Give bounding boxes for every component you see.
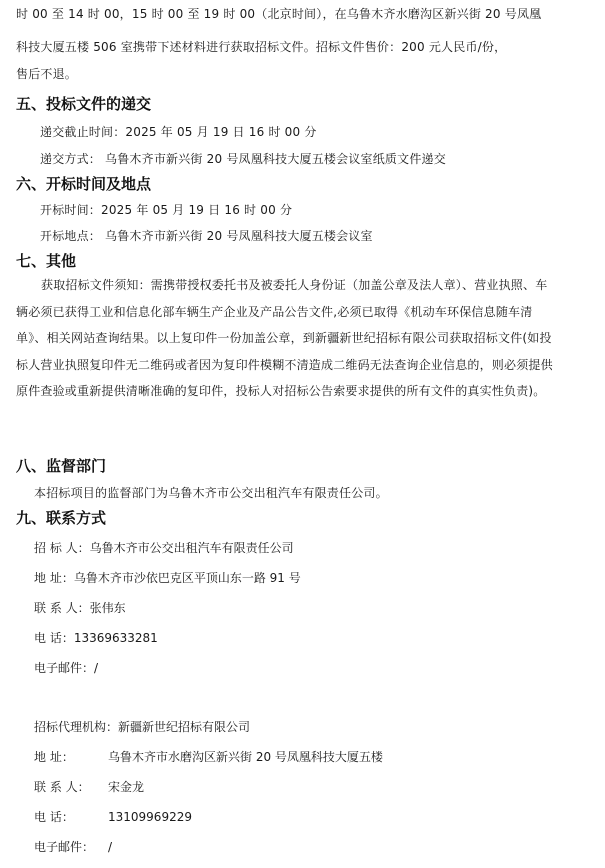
contact-value: 乌鲁木齐市公交出租汽车有限责任公司	[89, 541, 294, 555]
contact-label: 招标代理机构：	[34, 720, 119, 734]
opening-place: 开标地点： 乌鲁木齐市新兴街 20 号凤凰科技大厦五楼会议室	[40, 229, 373, 243]
agency-phone-row	[34, 810, 192, 824]
contact-value: 张伟东	[89, 601, 126, 615]
tenderer-contact-person-row	[34, 601, 126, 615]
contact-label: 联 系 人：	[34, 601, 90, 615]
section-heading-7: 七、其他	[16, 252, 77, 270]
contact-label: 电子邮件：	[34, 661, 95, 675]
section-heading-9: 九、联系方式	[16, 509, 107, 527]
intro-line: 售后不退。	[16, 67, 78, 81]
agency-name-row	[34, 720, 250, 734]
contact-label: 联 系 人：	[34, 780, 90, 794]
contact-value: /	[94, 661, 99, 675]
section-heading-8: 八、监督部门	[16, 457, 107, 475]
other-notice-paragraph: 获取招标文件须知：需携带授权委托书及被委托人身份证（加盖公章及法人章）、营业执照、车辆必须已获得工业和信息化部车辆生产企业及产品公告文件,必须已取得《机动车环保信息随车清单》、相关网站查询结果。以上复印件一份加盖公章，到新疆新世纪招标有限公司获取招标文件(如投标人营业执照复印件无二维码或者因为复印件模糊不清造成二维码无法查询企业信息的，则必须提供原件查验或重新提供清晰准确的复印件，投标人对招标公告索要求提供的所有文件的真实性负责)。	[16, 278, 553, 398]
agency-address-row	[34, 750, 383, 764]
agency-contact-person-row	[34, 780, 144, 794]
contact-value: 乌鲁木齐市水磨沟区新兴街 20 号凤凰科技大厦五楼	[108, 750, 383, 764]
contact-value: 乌鲁木齐市沙依巴克区平顶山东一路 91 号	[73, 571, 301, 585]
intro-line: 科技大厦五楼 506 室携带下述材料进行获取招标文件。招标文件售价：200 元人民币/份，	[16, 40, 507, 54]
tenderer-email-row	[34, 661, 98, 675]
supervision-text: 本招标项目的监督部门为乌鲁木齐市公交出租汽车有限责任公司。	[34, 486, 388, 500]
tenderer-name-row	[34, 541, 294, 555]
contact-value: 13109969229	[108, 810, 192, 824]
section-heading-5: 五、投标文件的递交	[16, 95, 152, 113]
contact-value: /	[108, 840, 113, 854]
submission-method: 递交方式： 乌鲁木齐市新兴街 20 号凤凰科技大厦五楼会议室纸质文件递交	[40, 152, 446, 166]
contact-label: 地 址：	[34, 571, 74, 585]
contact-value: 13369633281	[73, 631, 158, 645]
tenderer-address-row	[34, 571, 301, 585]
opening-time: 开标时间：2025 年 05 月 19 日 16 时 00 分	[40, 203, 293, 217]
contact-label: 电子邮件：	[34, 840, 95, 854]
submission-deadline: 递交截止时间：2025 年 05 月 19 日 16 时 00 分	[40, 125, 317, 139]
contact-label: 电 话：	[34, 810, 74, 824]
contact-value: 新疆新世纪招标有限公司	[118, 720, 251, 734]
contact-value: 宋金龙	[108, 780, 145, 794]
contact-label: 地 址：	[34, 750, 74, 764]
agency-email-row	[34, 840, 112, 854]
intro-line: 时 00 至 14 时 00，15 时 00 至 19 时 00（北京时间），在乌鲁木齐水磨沟区新兴街 20 号凤凰	[16, 7, 542, 21]
contact-label: 电 话：	[34, 631, 74, 645]
contact-label: 招 标 人：	[34, 541, 90, 555]
tenderer-phone-row	[34, 631, 158, 645]
section-heading-6: 六、开标时间及地点	[16, 175, 152, 193]
